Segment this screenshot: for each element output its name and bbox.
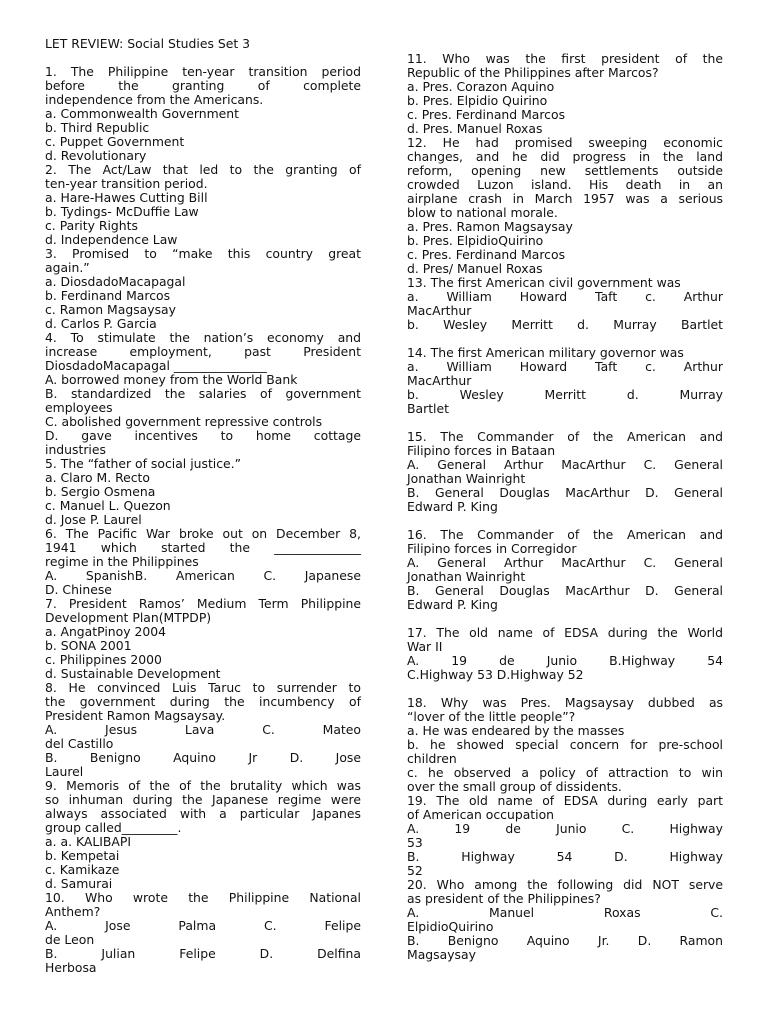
text-line: D. Chinese xyxy=(45,582,112,597)
text-line: Filipino forces in Corregidor xyxy=(407,541,577,556)
text-line: 14. The first American military governor was xyxy=(407,345,684,360)
text-line: c. Ramon Magsaysay xyxy=(45,302,176,317)
text-line: President Ramon Magsaysay. xyxy=(45,708,226,723)
document-title: LET REVIEW: Social Studies Set 3 xyxy=(45,36,251,51)
text-line: a. William Howard Taft c. Arthur xyxy=(407,289,723,304)
text-line: 4. To stimulate the nation’s economy and xyxy=(45,330,361,345)
text-line: employees xyxy=(45,400,113,415)
text-line: A. Manuel Roxas C. xyxy=(407,905,723,920)
text-line: 52 xyxy=(407,863,423,878)
text-line: as president of the Philippines? xyxy=(407,891,601,906)
blank-line xyxy=(407,612,723,626)
text-line: 53 xyxy=(407,835,423,850)
text-line: Jonathan Wainright xyxy=(407,471,526,486)
text-line: a. Hare-Hawes Cutting Bill xyxy=(45,190,208,205)
text-line: 15. The Commander of the American and xyxy=(407,429,723,444)
text-line: A. Jose Palma C. Felipe xyxy=(45,918,361,933)
text-line: DiosdadoMacapagal _______________ xyxy=(45,358,267,373)
text-line: Republic of the Philippines after Marcos? xyxy=(407,65,659,80)
text-line: d. Samurai xyxy=(45,876,113,891)
text-line: c. he observed a policy of attraction to win xyxy=(407,765,723,780)
text-line: 6. The Pacific War broke out on December 8, xyxy=(45,526,361,541)
text-line: de Leon xyxy=(45,932,95,947)
blank-line xyxy=(407,682,723,696)
text-line: changes, and he did progress in the land xyxy=(407,149,723,164)
text-line: b. Sergio Osmena xyxy=(45,484,156,499)
text-line: 3. Promised to “make this country great xyxy=(45,246,361,261)
text-line: ElpidioQuirino xyxy=(407,919,494,934)
left-column xyxy=(45,37,361,975)
text-line: b. Wesley Merritt d. Murray xyxy=(407,387,723,402)
text-line: 19. The old name of EDSA during early part xyxy=(407,793,723,808)
text-line: 11. Who was the first president of the xyxy=(407,51,723,66)
text-line: 7. President Ramos’ Medium Term Philippine xyxy=(45,596,361,611)
text-line: reform, opening new settlements outside xyxy=(407,163,723,178)
text-line: d. Pres. Manuel Roxas xyxy=(407,121,543,136)
text-line: d. Jose P. Laurel xyxy=(45,512,142,527)
text-line: independence from the Americans. xyxy=(45,92,264,107)
text-line: Magsaysay xyxy=(407,947,476,962)
text-line: B. Highway 54 D. Highway xyxy=(407,849,723,864)
text-line: Laurel xyxy=(45,764,84,779)
text-line: b. Kempetai xyxy=(45,848,120,863)
text-line: MacArthur xyxy=(407,373,472,388)
text-line: War II xyxy=(407,639,443,654)
text-line: Edward P. King xyxy=(407,499,498,514)
text-line: 12. He had promised sweeping economic xyxy=(407,135,723,150)
text-line: of American occupation xyxy=(407,807,555,822)
text-line: del Castillo xyxy=(45,736,114,751)
text-line: children xyxy=(407,751,457,766)
text-line: so inhuman during the Japanese regime were xyxy=(45,792,361,807)
text-line: 1941 which started the ______________ xyxy=(45,540,361,555)
text-line: a. William Howard Taft c. Arthur xyxy=(407,359,723,374)
text-line: over the small group of dissidents. xyxy=(407,779,622,794)
text-line: B. Julian Felipe D. Delfina xyxy=(45,946,361,961)
text-line: B. Benigno Aquino Jr. D. Ramon xyxy=(407,933,723,948)
text-line: always associated with a particular Japanes xyxy=(45,806,361,821)
text-line: c. Manuel L. Quezon xyxy=(45,498,171,513)
text-line: A. 19 de Junio B.Highway 54 xyxy=(407,653,723,668)
text-line: b. Third Republic xyxy=(45,120,150,135)
text-line: d. Carlos P. Garcia xyxy=(45,316,157,331)
blank-line xyxy=(407,514,723,528)
text-line: c. Kamikaze xyxy=(45,862,120,877)
text-line: B. standardized the salaries of government xyxy=(45,386,361,401)
text-line: “lover of the little people”? xyxy=(407,709,576,724)
text-line: 1. The Philippine ten-year transition period xyxy=(45,64,361,79)
text-line: ten-year transition period. xyxy=(45,176,208,191)
text-line: before the granting of complete xyxy=(45,78,361,93)
text-line: C. abolished government repressive controls xyxy=(45,414,323,429)
text-line: 17. The old name of EDSA during the World xyxy=(407,625,723,640)
text-line: a. a. KALIBAPI xyxy=(45,834,131,849)
text-line: 10. Who wrote the Philippine National xyxy=(45,890,361,905)
text-line: b. he showed special concern for pre-school xyxy=(407,737,723,752)
text-line: regime in the Philippines xyxy=(45,554,199,569)
text-line: c. Pres. Ferdinand Marcos xyxy=(407,247,566,262)
text-line: d. Independence Law xyxy=(45,232,178,247)
text-line: b. Wesley Merritt d. Murray Bartlet xyxy=(407,317,723,332)
text-line: industries xyxy=(45,442,106,457)
text-line: Anthem? xyxy=(45,904,101,919)
text-line: blow to national morale. xyxy=(407,205,558,220)
text-line: a. DiosdadoMacapagal xyxy=(45,274,186,289)
text-line: c. Pres. Ferdinand Marcos xyxy=(407,107,566,122)
text-line: MacArthur xyxy=(407,303,472,318)
text-line: A. Jesus Lava C. Mateo xyxy=(45,722,361,737)
text-line: 9. Memoris of the of the brutality which was xyxy=(45,778,361,793)
text-line: c. Philippines 2000 xyxy=(45,652,162,667)
text-line: Jonathan Wainright xyxy=(407,569,526,584)
text-line: A. borrowed money from the World Bank xyxy=(45,372,298,387)
text-line: b. Tydings- McDuffie Law xyxy=(45,204,199,219)
text-line: B. General Douglas MacArthur D. General xyxy=(407,583,723,598)
text-line: airplane crash in March 1957 was a serious xyxy=(407,191,723,206)
text-line: a. He was endeared by the masses xyxy=(407,723,625,738)
left-column-lines xyxy=(45,65,361,975)
text-line: Herbosa xyxy=(45,960,97,975)
text-line: crowded Luzon island. His death in an xyxy=(407,177,723,192)
text-line: 16. The Commander of the American and xyxy=(407,527,723,542)
blank-line xyxy=(407,332,723,346)
text-line: c. Parity Rights xyxy=(45,218,138,233)
text-line: D. gave incentives to home cottage xyxy=(45,428,361,443)
text-line: a. AngatPinoy 2004 xyxy=(45,624,166,639)
text-line: 13. The first American civil government was xyxy=(407,275,681,290)
text-line: 18. Why was Pres. Magsaysay dubbed as xyxy=(407,695,723,710)
text-line: 8. He convinced Luis Taruc to surrender to xyxy=(45,680,361,695)
text-line: c. Puppet Government xyxy=(45,134,185,149)
text-line: b. Pres. ElpidioQuirino xyxy=(407,233,544,248)
text-line: d. Revolutionary xyxy=(45,148,147,163)
text-line: group called_________. xyxy=(45,820,182,835)
text-line: Edward P. King xyxy=(407,597,498,612)
text-line: Bartlet xyxy=(407,401,449,416)
text-line: 2. The Act/Law that led to the granting of xyxy=(45,162,361,177)
text-line: B. Benigno Aquino Jr D. Jose xyxy=(45,750,361,765)
text-line: again.” xyxy=(45,260,90,275)
text-line: C.Highway 53 D.Highway 52 xyxy=(407,667,584,682)
text-line: d. Pres/ Manuel Roxas xyxy=(407,261,543,276)
text-line: b. SONA 2001 xyxy=(45,638,132,653)
text-line: a. Pres. Corazon Aquino xyxy=(407,79,555,94)
text-line: d. Sustainable Development xyxy=(45,666,221,681)
text-line: A. SpanishB. American C. Japanese xyxy=(45,568,361,583)
right-column xyxy=(407,52,723,962)
text-line: Filipino forces in Bataan xyxy=(407,443,556,458)
text-line: A. General Arthur MacArthur C. General xyxy=(407,555,723,570)
text-line: the government during the incumbency of xyxy=(45,694,361,709)
text-line: Development Plan(MTPDP) xyxy=(45,610,212,625)
text-line: A. General Arthur MacArthur C. General xyxy=(407,457,723,472)
text-line: b. Ferdinand Marcos xyxy=(45,288,171,303)
text-line: a. Claro M. Recto xyxy=(45,470,150,485)
text-line: B. General Douglas MacArthur D. General xyxy=(407,485,723,500)
text-line: 20. Who among the following did NOT serve xyxy=(407,877,723,892)
right-column-lines xyxy=(407,52,723,962)
text-line: 5. The “father of social justice.” xyxy=(45,456,242,471)
text-line: a. Commonwealth Government xyxy=(45,106,239,121)
blank-line xyxy=(407,416,723,430)
text-line: A. 19 de Junio C. Highway xyxy=(407,821,723,836)
text-line: b. Pres. Elpidio Quirino xyxy=(407,93,548,108)
text-line: a. Pres. Ramon Magsaysay xyxy=(407,219,573,234)
text-line: increase employment, past President xyxy=(45,344,361,359)
